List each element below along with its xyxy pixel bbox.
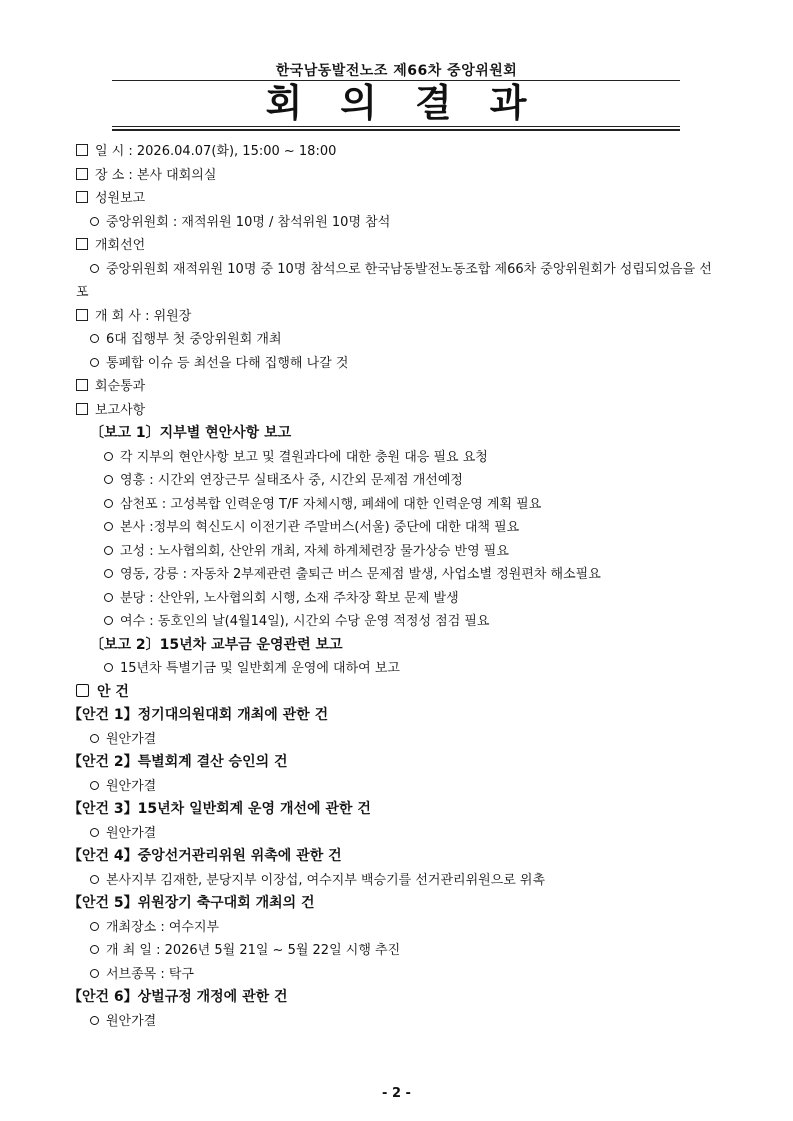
- list-item: 서브종목 : 탁구: [76, 963, 716, 987]
- circle-bullet-icon: [104, 499, 113, 508]
- square-bullet-icon: [76, 144, 88, 156]
- agenda-item-heading: 【안건 4】중앙선거관리위원 위촉에 관한 건: [68, 848, 342, 864]
- circle-bullet-icon: [90, 358, 99, 367]
- circle-bullet-icon: [90, 969, 99, 978]
- square-bullet-icon: [76, 379, 88, 391]
- agenda-item-heading: 【안건 2】특별회계 결산 승인의 건: [68, 754, 288, 770]
- list-item: 원안가결: [76, 1010, 716, 1034]
- section-heading: 성원보고: [76, 187, 716, 211]
- list-item: 본사지부 김재한, 분당지부 이장섭, 여수지부 백승기를 선거관리위원으로 위촉: [76, 869, 716, 893]
- report-detail-item: 영흥 : 시간외 연장근무 실태조사 중, 시간외 문제점 개선예정: [76, 469, 716, 493]
- circle-bullet-icon: [104, 569, 113, 578]
- circle-bullet-icon: [90, 922, 99, 931]
- list-item: 원안가결: [76, 728, 716, 752]
- agenda-item-heading: 【안건 1】정기대의원대회 개최에 관한 건: [68, 707, 329, 723]
- agenda-section-heading: 안 건: [76, 681, 716, 705]
- circle-bullet-icon: [90, 828, 99, 837]
- list-item: 중앙위원회 : 재적위원 10명 / 참석위원 10명 참석: [76, 211, 716, 235]
- circle-bullet-icon: [90, 734, 99, 743]
- agenda-item-heading: 【안건 6】상벌규정 개정에 관한 건: [68, 989, 288, 1005]
- circle-bullet-icon: [104, 663, 113, 672]
- section-heading: 일 시 : 2026.04.07(화), 15:00 ~ 18:00: [76, 140, 716, 164]
- section-heading: 개회선언: [76, 234, 716, 258]
- square-bullet-icon: [76, 309, 88, 321]
- page-number: - 2 -: [382, 1086, 411, 1101]
- list-item: 통폐합 이슈 등 최선을 다해 집행해 나갈 것: [76, 352, 716, 376]
- report-detail-item: 여수 : 동호인의 날(4월14일), 시간외 수당 운영 적정성 점검 필요: [76, 610, 716, 634]
- title-rule-thick: [112, 129, 680, 131]
- section-heading: 회순통과: [76, 375, 716, 399]
- square-bullet-icon: [76, 191, 88, 203]
- circle-bullet-icon: [104, 593, 113, 602]
- section-heading: 장 소 : 본사 대회의실: [76, 164, 716, 188]
- list-item: 중앙위원회 재적위원 10명 중 10명 참석으로 한국남동발전노동조합 제66차 중앙위원회가 성립되었음을 선포: [76, 261, 712, 300]
- meeting-minutes-body: [68, 140, 716, 1033]
- report-detail-item: 분당 : 산안위, 노사협의회 시행, 소재 주차장 확보 문제 발생: [76, 587, 716, 611]
- document-title: 회의결과: [265, 81, 565, 125]
- report-detail-item: 삼천포 : 고성복합 인력운영 T/F 자체시행, 폐쇄에 대한 인력운영 계획 필요: [76, 493, 716, 517]
- report-detail-item: 고성 : 노사협의회, 산안위 개최, 자체 하계체련장 물가상승 반영 필요: [76, 540, 716, 564]
- circle-bullet-icon: [90, 1016, 99, 1025]
- list-item: 원안가결: [76, 822, 716, 846]
- report-heading: 〔보고 1〕지부별 현안사항 보고: [90, 425, 292, 441]
- circle-bullet-icon: [90, 781, 99, 790]
- circle-bullet-icon: [90, 945, 99, 954]
- circle-bullet-icon: [104, 522, 113, 531]
- list-item: 원안가결: [76, 775, 716, 799]
- section-heading: 개 회 사 : 위원장: [76, 305, 716, 329]
- organization-header: 한국남동발전노조 제66차 중앙위원회: [275, 63, 518, 79]
- list-item: 개 최 일 : 2026년 5월 21일 ~ 5월 22일 시행 추진: [76, 939, 716, 963]
- square-bullet-icon: [76, 403, 88, 415]
- square-bullet-icon: [76, 168, 88, 180]
- report-detail-item: 본사 :정부의 혁신도시 이전기관 주말버스(서울) 중단에 대한 대책 필요: [76, 516, 716, 540]
- circle-bullet-icon: [90, 264, 99, 273]
- list-item: 6대 집행부 첫 중앙위원회 개최: [76, 328, 716, 352]
- circle-bullet-icon: [104, 546, 113, 555]
- circle-bullet-icon: [90, 217, 99, 226]
- section-heading: 보고사항: [76, 399, 716, 423]
- report-heading: 〔보고 2〕15년차 교부금 운영관련 보고: [90, 636, 343, 653]
- circle-bullet-icon: [104, 452, 113, 461]
- report-detail-item: 15년차 특별기금 및 일반회계 운영에 대하여 보고: [76, 657, 716, 681]
- square-bullet-icon: [76, 684, 89, 697]
- report-detail-item: 영동, 강릉 : 자동차 2부제관련 출퇴근 버스 문제점 발생, 사업소별 정원편차 해소필요: [76, 563, 716, 587]
- list-item: 개최장소 : 여수지부: [76, 916, 716, 940]
- title-rule-thin: [112, 126, 680, 127]
- square-bullet-icon: [76, 238, 88, 250]
- report-detail-item: 각 지부의 현안사항 보고 및 결원과다에 대한 충원 대응 필요 요청: [76, 446, 716, 470]
- agenda-item-heading: 【안건 5】위원장기 축구대회 개최의 건: [68, 895, 315, 911]
- circle-bullet-icon: [90, 875, 99, 884]
- agenda-item-heading: 【안건 3】15년차 일반회계 운영 개선에 관한 건: [68, 801, 371, 817]
- circle-bullet-icon: [90, 334, 99, 343]
- circle-bullet-icon: [104, 616, 113, 625]
- circle-bullet-icon: [104, 475, 113, 484]
